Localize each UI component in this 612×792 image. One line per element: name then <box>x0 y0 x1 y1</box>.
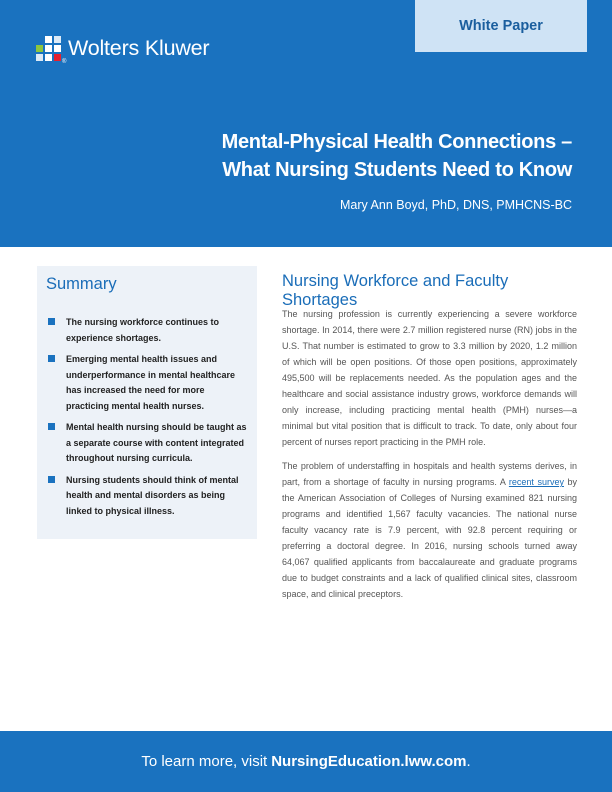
footer-banner <box>0 731 612 792</box>
square-bullet-icon <box>48 355 55 362</box>
recent-survey-link[interactable]: recent survey <box>508 477 564 487</box>
summary-item <box>48 352 248 414</box>
paragraph-2-text-after: by the American Association of Colleges of Nursing examined 821 nursing programs and identified 1,567 faculty vacancies. The national nurse faculty vacancy rate is 7.9 percent, with 92.8 percent requiring or preferring a doctoral degree. In 2016, nursing schools turned away 64,067 qualified applicants from baccalaureate and graduate programs due to budget constraints and a lack of qualified clinical sites, classroom space, and clinical preceptors. <box>282 477 578 599</box>
summary-item <box>48 315 248 346</box>
footer-url-link[interactable]: NursingEducation.lww.com <box>271 753 467 770</box>
title-line-1: Mental-Physical Health Connections – <box>221 131 572 153</box>
summary-list <box>48 315 248 525</box>
logo-text: Wolters Kluwer <box>68 36 210 60</box>
author-byline: Mary Ann Boyd, PhD, DNS, PMHCNS-BC <box>339 198 572 212</box>
title-line-2: What Nursing Students Need to Know <box>222 159 572 181</box>
square-bullet-icon <box>48 423 55 430</box>
square-bullet-icon <box>48 476 55 483</box>
body-paragraph-1: The nursing profession is currently experiencing a severe workforce shortage. In 2014, there were 2.7 million registered nurse (RN) jobs in the U.S. That number is estimated to grow to 3.3 million by 2020, 1.2 million of which will be open positions. Of those open positions, approximately 495,500 will be replacements needed. As the population ages and the healthcare and social assistance industry grows, workforce demands will only increase, including practicing mental health (PMH) nurses—a minimal but vital position that is difficult to track. To date, only about four percent of nurses report practicing in the PMH role. <box>282 309 577 447</box>
summary-item-text: Mental health nursing should be taught as a separate course with content integrated throughout nursing curricula. <box>66 422 247 463</box>
square-bullet-icon <box>48 318 55 325</box>
summary-item-text: Emerging mental health issues and underperformance in mental healthcare has increased the need for more practicing mental health nurses. <box>66 354 236 411</box>
main-content <box>282 272 578 599</box>
page-title <box>222 128 572 184</box>
section-heading: Nursing Workforce and Faculty Shortages <box>282 272 509 309</box>
registered-mark: ® <box>62 59 67 65</box>
paragraph-2-text-before: The problem of understaffing in hospitals and health systems derives, in part, from a shortage of faculty in nursing programs. A <box>282 461 577 487</box>
header-banner <box>0 0 612 247</box>
summary-item-text: The nursing workforce continues to experience shortages. <box>66 317 220 343</box>
footer-suffix: . <box>466 753 471 770</box>
summary-item-text: Nursing students should think of mental health and mental disorders as being linked to physical illness. <box>66 474 239 516</box>
footer-prefix: To learn more, visit <box>141 753 268 770</box>
wolters-kluwer-logo[interactable] <box>35 35 210 65</box>
summary-heading: Summary <box>46 275 117 293</box>
document-type-tag: White Paper <box>415 0 587 52</box>
logo-mosaic-icon <box>35 35 62 62</box>
summary-item <box>48 420 248 467</box>
summary-box <box>37 266 257 539</box>
summary-item <box>48 473 248 520</box>
body-paragraph-2 <box>282 458 577 602</box>
